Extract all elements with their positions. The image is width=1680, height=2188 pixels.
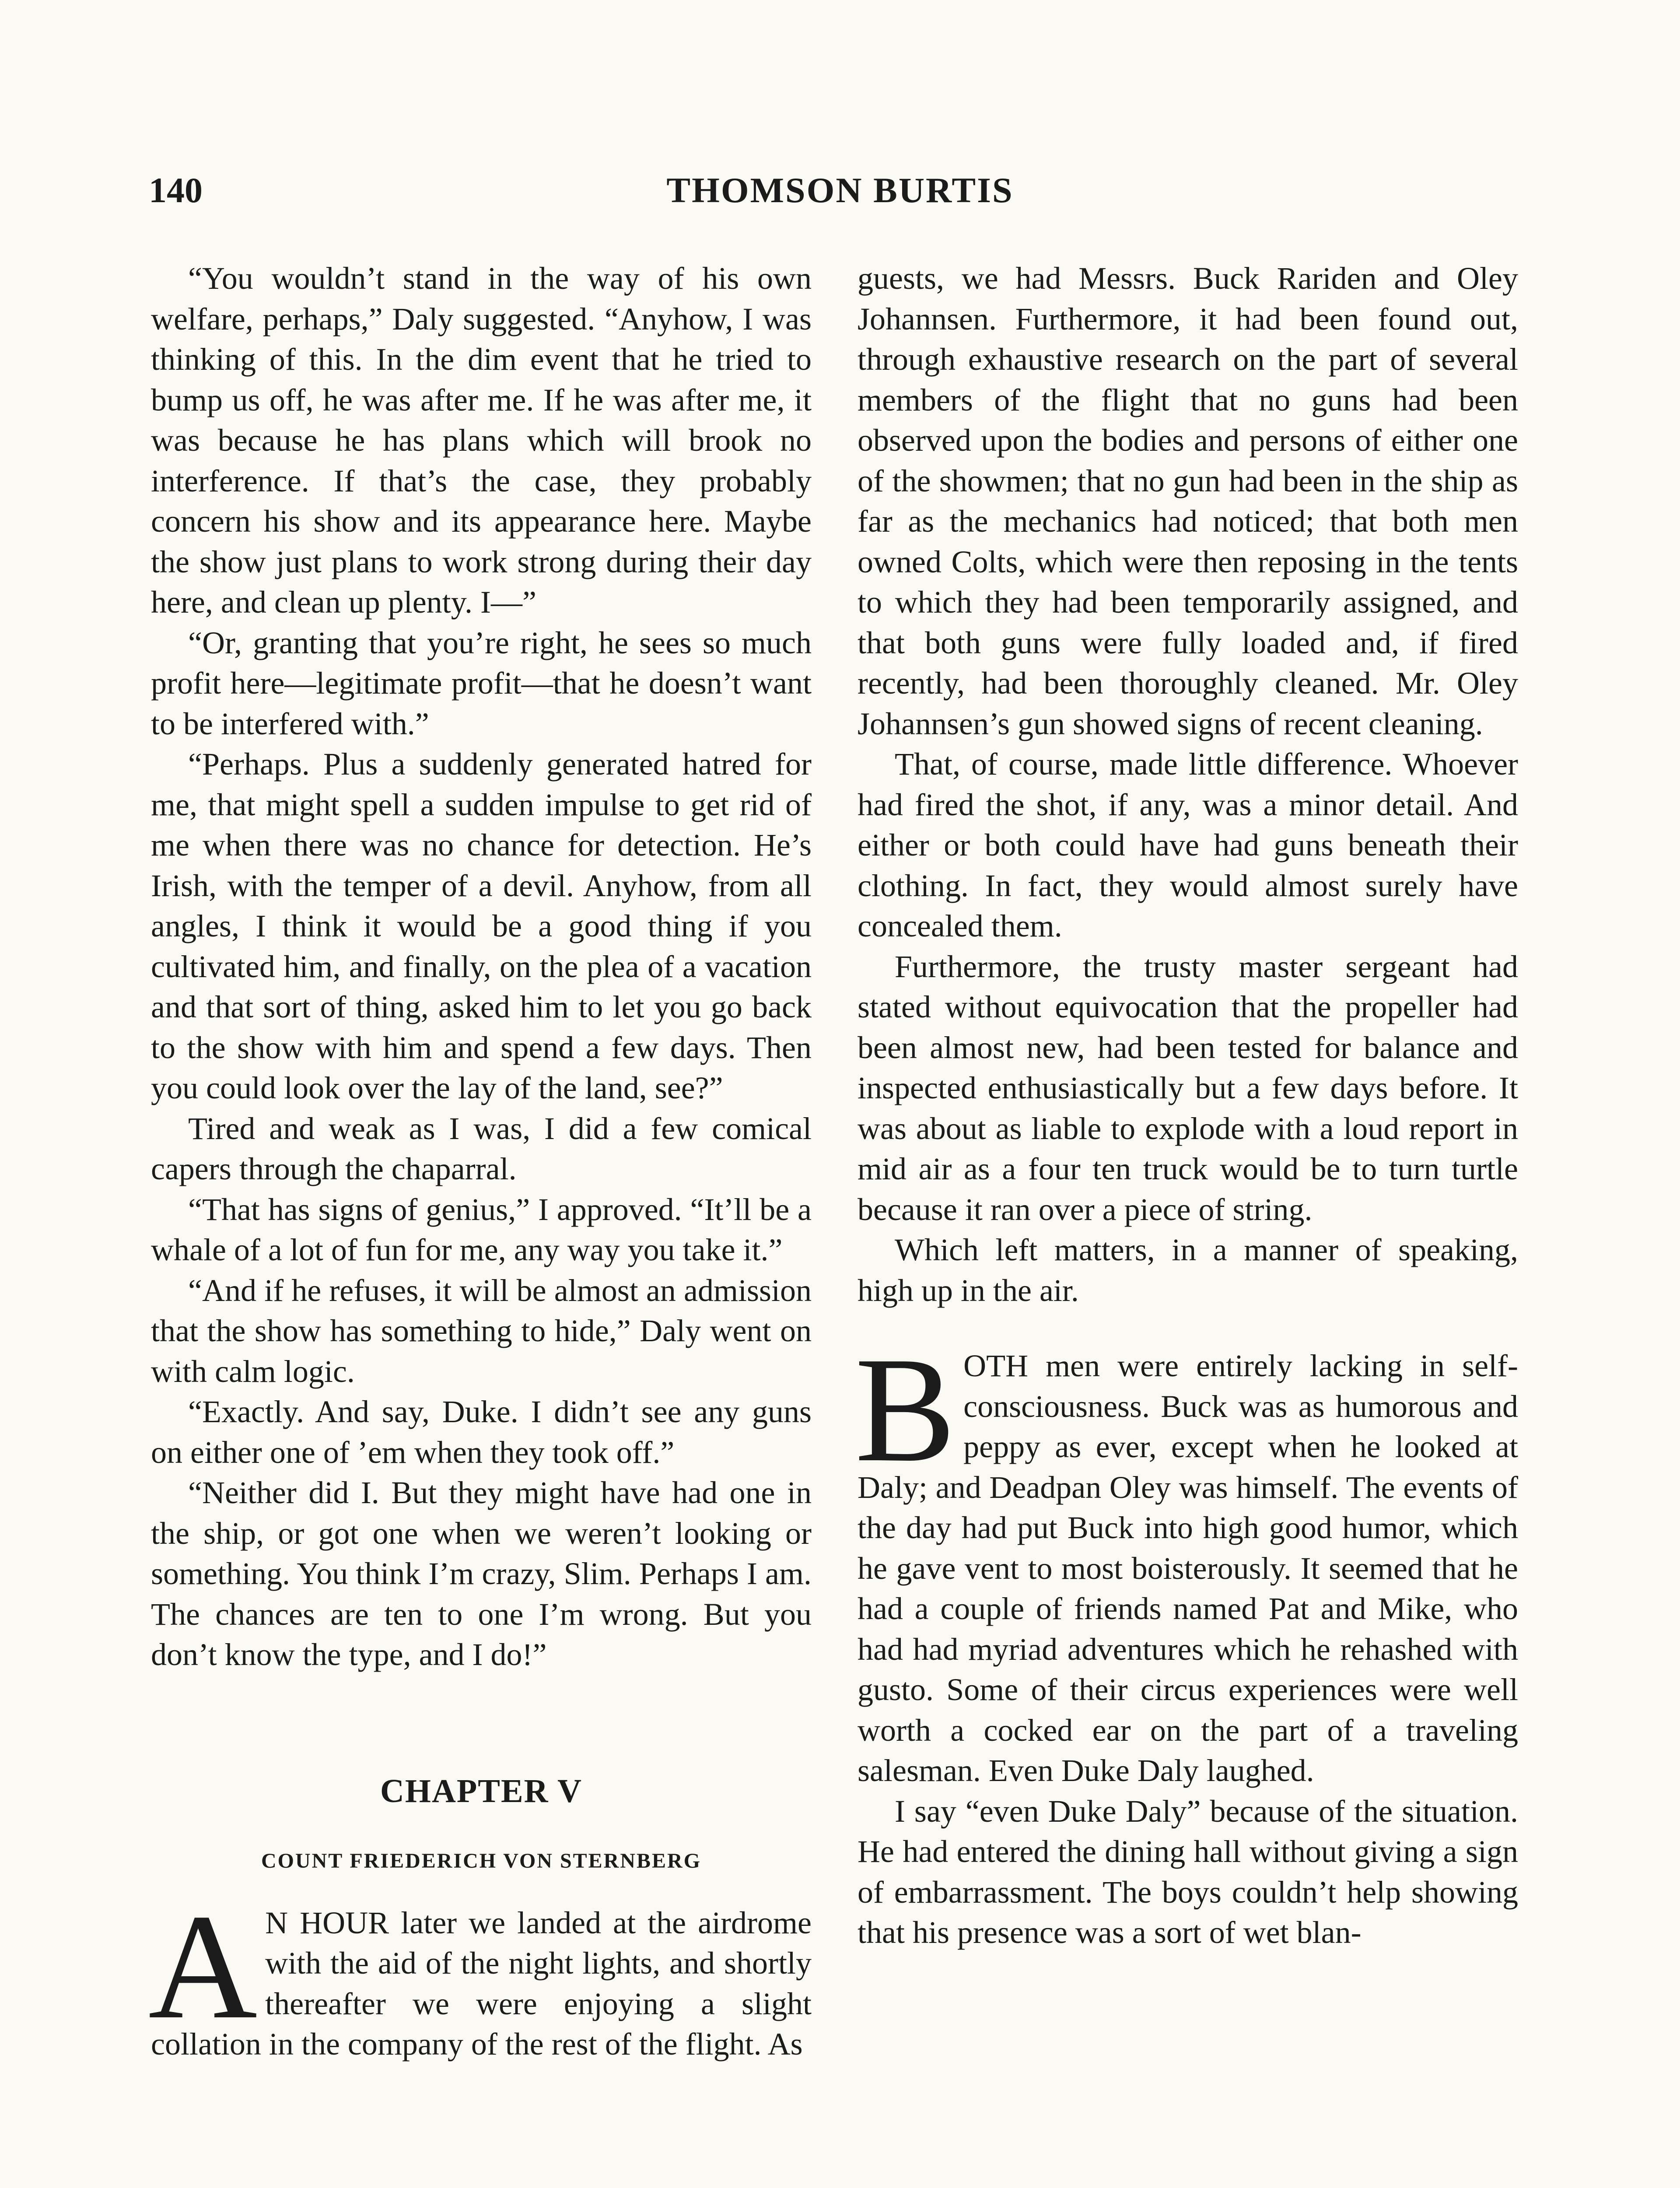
page-header (0, 164, 1680, 217)
paragraph: guests, we had Messrs. Buck Rariden and Oley Johannsen. Furthermore, it had been found out, through exhaustive research on the part of several members of the flight that no guns had been observed upon the bodies and persons of either one of the showmen; that no gun had been in the ship as far as the mechanics had noticed; that both men owned Colts, which were then reposing in the tents to which they had been temporarily assigned, and that both guns were fully loaded and, if fired recently, had been thoroughly cleaned. Mr. Oley Johannsen’s gun showed signs of recent cleaning. (858, 261, 1518, 741)
right-column (855, 258, 1518, 1953)
paragraph: “And if he refuses, it will be almost an admission that the show has something to hide,” Daly went on with calm logic. (151, 1273, 812, 1389)
paragraph: “Perhaps. Plus a suddenly generated hatred for me, that might spell a sudden impulse to get rid of me when there was no chance for detection. He’s Irish, with the temper of a devil. Anyhow, from all angles, I think it would be a good thing if you cultivated him, and finally, on the plea of a vacation and that sort of thing, asked him to let you go back to the show with him and spend a few days. Then you could look over the lay of the land, see?” (151, 747, 812, 1105)
chapter-opening-text: N HOUR later we landed at the airdrome with the aid of the night lights, and shortly thereafter we were enjoying a slight collation in the company of the rest of the flight. As (151, 1905, 812, 2062)
chapter-subtitle: COUNT FRIEDERICH VON STERNBERG (261, 1849, 702, 1872)
paragraph: “Exactly. And say, Duke. I didn’t see any guns on either one of ’em when they took off.” (151, 1394, 812, 1470)
paragraph: Tired and weak as I was, I did a few comical capers through the chaparral. (151, 1111, 812, 1186)
section-opening-text: OTH men were entirely lacking in self-consciousness. Buck was as humorous and peppy as ever, except when he looked at Daly; and Deadpan Oley was himself. The events of the day had put Buck into high good humor, which he gave vent to most boisterously. It seemed that he had a couple of friends named Pat and Mike, who had had myriad adventures which he rehashed with gusto. Some of their circus experiences were well worth a cocked ear on the part of a traveling salesman. Even Duke Daly laughed. (858, 1348, 1518, 1788)
page-number: 140 (149, 170, 203, 210)
chapter-opening-paragraph (148, 1883, 812, 2065)
section-break (858, 1311, 1518, 1346)
left-column (148, 258, 812, 2065)
drop-cap: B (855, 1326, 956, 1493)
paragraph: Which left matters, in a manner of speaking, high up in the air. (858, 1232, 1518, 1308)
paragraph: Furthermore, the trusty master sergeant had stated without equivocation that the propeller had been almost new, had been tested for balance and inspected enthusiastically but a few days before. It was about as liable to explode with a loud report in mid air as a four ten truck would be to turn turtle because it ran over a piece of string. (858, 949, 1518, 1227)
drop-cap: A (148, 1883, 258, 2050)
paragraph: “You wouldn’t stand in the way of his own welfare, perhaps,” Daly suggested. “Anyhow, I was thinking of this. In the dim event that he tried to bump us off, he was after me. If he was after me, it was because he has plans which will brook no interference. If that’s the case, they probably concern his show and its appearance here. Maybe the show just plans to work strong during their day here, and clean up plenty. I—” (151, 261, 812, 620)
section-opening-paragraph (855, 1326, 1518, 1791)
paragraph: “That has signs of genius,” I approved. “It’ll be a whale of a lot of fun for me, any way you take it.” (151, 1192, 812, 1267)
paragraph: That, of course, made little difference. Whoever had fired the shot, if any, was a minor detail. And either or both could have had guns beneath their clothing. In fact, they would almost surely have concealed them. (858, 747, 1518, 943)
paragraph: “Or, granting that you’re right, he sees so much profit here—legitimate profit—that he doesn’t want to be interfered with.” (151, 625, 812, 741)
running-head: THOMSON BURTIS (666, 170, 1014, 210)
paragraph: I say “even Duke Daly” because of the situation. He had entered the dining hall without giving a sign of embarrassment. The boys couldn’t help showing that his presence was a sort of wet blan- (858, 1793, 1518, 1950)
paragraph: “Neither did I. But they might have had one in the ship, or got one when we weren’t looking or something. You think I’m crazy, Slim. Perhaps I am. The chances are ten to one I’m wrong. But you don’t know the type, and I do!” (151, 1475, 812, 1672)
chapter-title: CHAPTER V (380, 1772, 583, 1809)
